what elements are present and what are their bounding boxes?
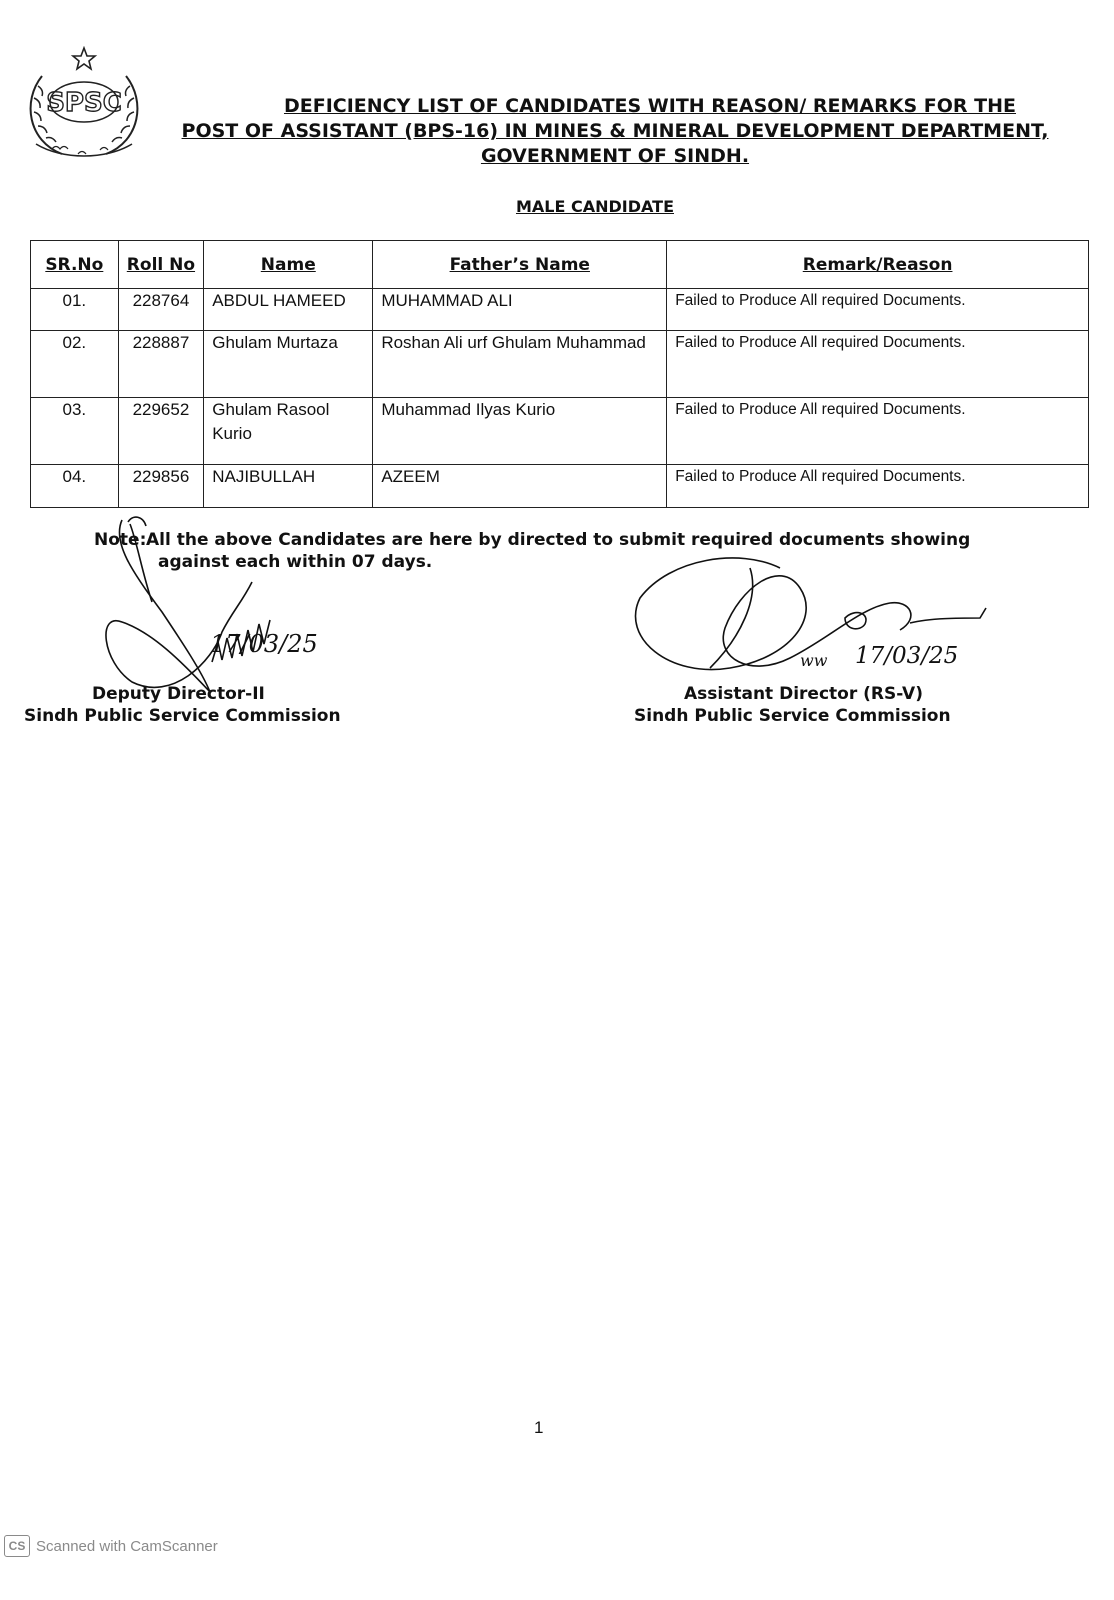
- note-label: Note:: [94, 530, 147, 550]
- title-line-2: POST OF ASSISTANT (BPS-16) IN MINES & MINERAL DEVELOPMENT DEPARTMENT,: [181, 120, 1049, 142]
- note-block: [94, 529, 1074, 573]
- cell-roll: 228764: [118, 289, 204, 331]
- left-designation: Deputy Director-II: [92, 684, 265, 704]
- cell-remark: Failed to Produce All required Documents.: [667, 465, 1089, 508]
- cell-sr: 01.: [31, 289, 119, 331]
- column-header-sr: SR.No: [31, 241, 119, 289]
- cell-name: Ghulam Murtaza: [204, 331, 373, 398]
- scanner-watermark: [4, 1535, 218, 1557]
- cell-father: Roshan Ali urf Ghulam Muhammad: [373, 331, 667, 398]
- section-subtitle: MALE CANDIDATE: [515, 197, 674, 216]
- table-row: [31, 289, 1089, 331]
- cell-father: Muhammad Ilyas Kurio: [373, 398, 667, 465]
- table-header-row: [31, 241, 1089, 289]
- left-organization: Sindh Public Service Commission: [24, 706, 341, 726]
- page-number: 1: [534, 1418, 544, 1437]
- column-header-father: Father’s Name: [373, 241, 667, 289]
- right-designation: Assistant Director (RS-V): [684, 684, 923, 704]
- deficiency-table: [30, 240, 1089, 508]
- column-header-remark: Remark/Reason: [667, 241, 1089, 289]
- right-organization: Sindh Public Service Commission: [634, 706, 951, 726]
- cell-father: AZEEM: [373, 465, 667, 508]
- cell-remark: Failed to Produce All required Documents.: [667, 331, 1089, 398]
- cell-remark: Failed to Produce All required Documents.: [667, 289, 1089, 331]
- cell-name: Ghulam Rasool Kurio: [204, 398, 373, 465]
- signature-right-initials: ww: [800, 651, 828, 670]
- cell-sr: 02.: [31, 331, 119, 398]
- spsc-logo-icon: [22, 46, 146, 160]
- scanner-text: Scanned with CamScanner: [36, 1537, 218, 1555]
- cell-name: ABDUL HAMEED: [204, 289, 373, 331]
- title-line-3: GOVERNMENT OF SINDH.: [480, 145, 750, 167]
- title-line-1: DEFICIENCY LIST OF CANDIDATES WITH REASON/ REMARKS FOR THE: [283, 95, 1017, 117]
- cell-father: MUHAMMAD ALI: [373, 289, 667, 331]
- cell-roll: 228887: [118, 331, 204, 398]
- cell-roll: 229856: [118, 465, 204, 508]
- cell-sr: 03.: [31, 398, 119, 465]
- column-header-name: Name: [204, 241, 373, 289]
- table-row: [31, 465, 1089, 508]
- table-row: [31, 398, 1089, 465]
- document-title: [140, 94, 1090, 169]
- note-line-1: All the above Candidates are here by directed to submit required documents showing: [146, 530, 971, 550]
- cell-roll: 229652: [118, 398, 204, 465]
- signature-right-date: 17/03/25: [855, 643, 959, 669]
- camscanner-icon: CS: [4, 1535, 30, 1557]
- cell-remark: Failed to Produce All required Documents.: [667, 398, 1089, 465]
- note-line-2: against each within 07 days.: [158, 552, 433, 572]
- cell-sr: 04.: [31, 465, 119, 508]
- logo-text: SPSC: [46, 88, 122, 118]
- table-row: [31, 331, 1089, 398]
- cell-name: NAJIBULLAH: [204, 465, 373, 508]
- column-header-roll: Roll No: [118, 241, 204, 289]
- signature-left-date: 17/03/25: [210, 630, 318, 658]
